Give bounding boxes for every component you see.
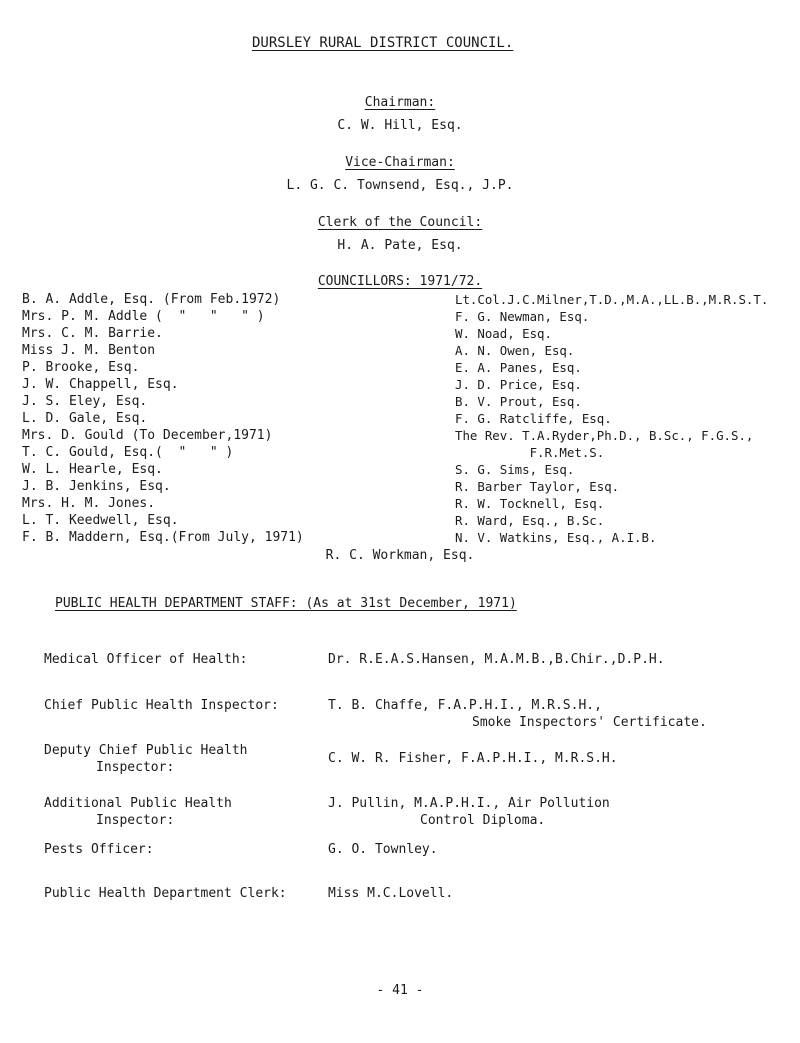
staff-name-cont: Control Diploma. — [420, 813, 546, 828]
staff-role: Additional Public Health — [44, 796, 232, 811]
councillor-name: N. V. Watkins, Esq., A.I.B. — [455, 530, 657, 545]
staff-name: J. Pullin, M.A.P.H.I., Air Pollution — [328, 796, 610, 811]
staff-name: Dr. R.E.A.S.Hansen, M.A.M.B.,B.Chir.,D.P.H. — [328, 652, 665, 667]
councillor-name: Mrs. H. M. Jones. — [22, 496, 156, 511]
councillors-heading: COUNCILLORS: 1971/72. — [317, 274, 483, 289]
chairman-label: Chairman: — [364, 95, 436, 110]
councillor-name: S. G. Sims, Esq. — [455, 462, 575, 477]
councillor-name: L. D. Gale, Esq. — [22, 411, 148, 426]
council-title: DURSLEY RURAL DISTRICT COUNCIL. — [252, 35, 514, 51]
staff-role: Medical Officer of Health: — [44, 652, 248, 667]
councillor-name: R. W. Tocknell, Esq. — [455, 496, 605, 511]
staff-role-cont: Inspector: — [96, 813, 175, 828]
staff-role: Chief Public Health Inspector: — [44, 698, 279, 713]
staff-role: Deputy Chief Public Health — [44, 743, 248, 758]
chairman-name: C. W. Hill, Esq. — [337, 118, 463, 133]
councillors-left-column — [22, 291, 304, 546]
councillor-name: Lt.Col.J.C.Milner,T.D.,M.A.,LL.B.,M.R.S.T. — [455, 292, 769, 307]
councillor-name: P. Brooke, Esq. — [22, 360, 140, 375]
staff-heading: PUBLIC HEALTH DEPARTMENT STAFF: (As at 31st December, 1971) — [55, 596, 517, 611]
vice-chairman-label: Vice-Chairman: — [345, 155, 455, 170]
councillor-name: R. Ward, Esq., B.Sc. — [455, 513, 605, 528]
councillor-name: T. C. Gould, Esq.( " " ) — [22, 445, 234, 460]
councillor-name: W. L. Hearle, Esq. — [22, 462, 163, 477]
staff-role-cont: Inspector: — [96, 760, 175, 775]
councillor-name: J. S. Eley, Esq. — [22, 394, 148, 409]
councillor-name: F. B. Maddern, Esq.(From July, 1971) — [22, 530, 304, 545]
clerk-name: H. A. Pate, Esq. — [337, 238, 463, 253]
councillor-name: A. N. Owen, Esq. — [455, 343, 575, 358]
staff-name: T. B. Chaffe, F.A.P.H.I., M.R.S.H., — [328, 698, 602, 713]
vice-chairman-name: L. G. C. Townsend, Esq., J.P. — [286, 178, 514, 193]
councillor-name: L. T. Keedwell, Esq. — [22, 513, 179, 528]
councillor-name: Mrs. C. M. Barrie. — [22, 326, 163, 341]
staff-name: Miss M.C.Lovell. — [328, 886, 454, 901]
staff-role: Pests Officer: — [44, 842, 154, 857]
councillor-last: R. C. Workman, Esq. — [325, 548, 475, 563]
councillor-name: Miss J. M. Benton — [22, 343, 156, 358]
staff-name: G. O. Townley. — [328, 842, 438, 857]
councillor-name: B. A. Addle, Esq. (From Feb.1972) — [22, 292, 281, 307]
councillor-name: R. Barber Taylor, Esq. — [455, 479, 620, 494]
councillor-name: The Rev. T.A.Ryder,Ph.D., B.Sc., F.G.S., — [455, 428, 754, 443]
councillor-name: B. V. Prout, Esq. — [455, 394, 582, 409]
councillor-name: J. D. Price, Esq. — [455, 377, 582, 392]
councillor-name: F.R.Met.S. — [455, 445, 605, 460]
page-number: - 41 - — [376, 983, 424, 998]
staff-name-cont: Smoke Inspectors' Certificate. — [472, 715, 707, 730]
councillor-name: F. G. Ratcliffe, Esq. — [455, 411, 612, 426]
councillor-name: W. Noad, Esq. — [455, 326, 552, 341]
councillor-name: J. W. Chappell, Esq. — [22, 377, 179, 392]
councillor-name: Mrs. D. Gould (To December,1971) — [22, 428, 273, 443]
councillors-right-column — [455, 291, 768, 546]
councillor-name: E. A. Panes, Esq. — [455, 360, 582, 375]
staff-role: Public Health Department Clerk: — [44, 886, 287, 901]
staff-name: C. W. R. Fisher, F.A.P.H.I., M.R.S.H. — [328, 751, 618, 766]
councillor-name: Mrs. P. M. Addle ( " " " ) — [22, 309, 265, 324]
councillor-name: F. G. Newman, Esq. — [455, 309, 590, 324]
councillor-name: J. B. Jenkins, Esq. — [22, 479, 171, 494]
clerk-label: Clerk of the Council: — [317, 215, 483, 230]
